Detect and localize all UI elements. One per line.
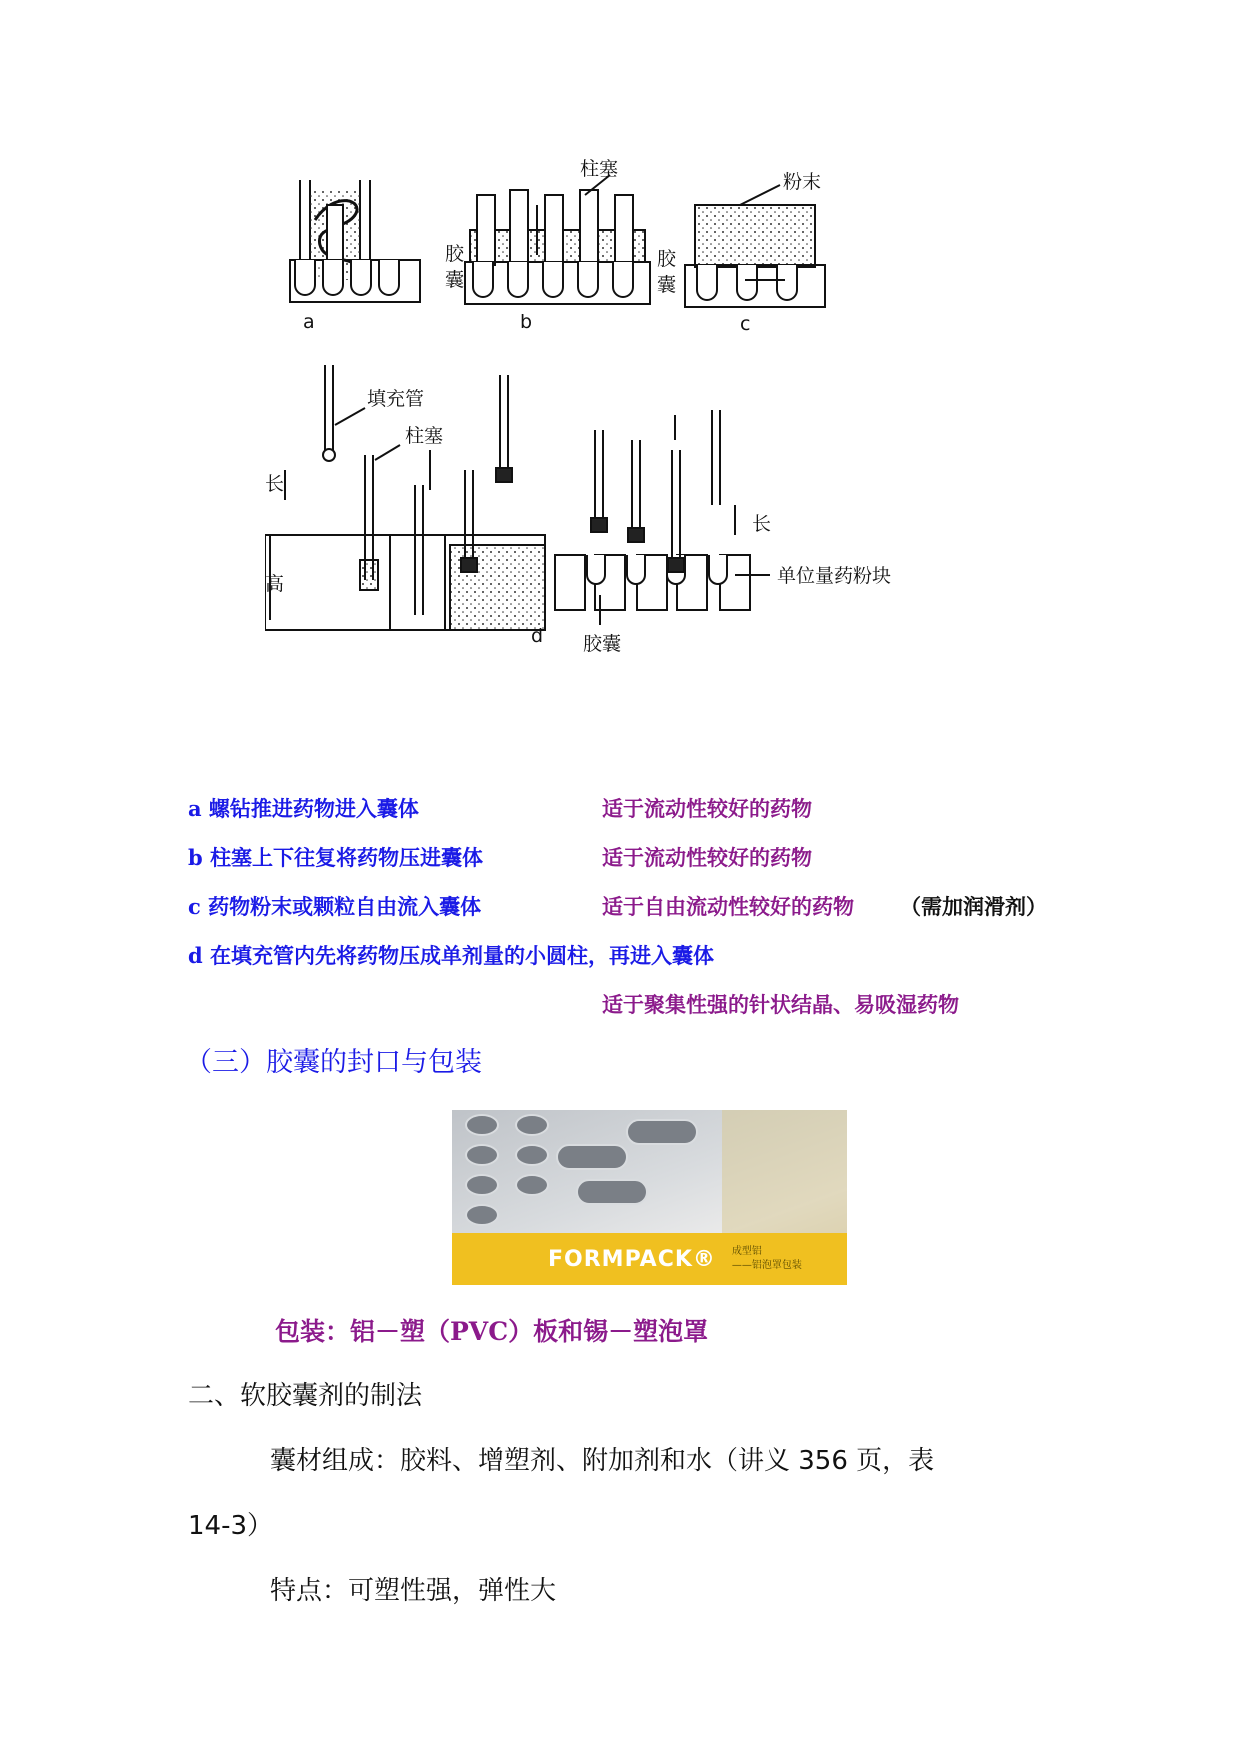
method-d-suit: 适于聚集性强的针状结晶、易吸湿药物: [602, 992, 959, 1017]
formpack-sub2: ——铝泡罩包装: [731, 1260, 802, 1271]
blister-illustration: [452, 1110, 847, 1235]
section-3-heading: （三）胶囊的封口与包装: [185, 1047, 482, 1078]
label-a: a: [303, 311, 315, 333]
label-fill-tube: 填充管: [367, 388, 425, 410]
label-height: 高: [265, 573, 285, 595]
formpack-band: [452, 1233, 847, 1285]
composition-line-1: 囊材组成：胶料、增塑剂、附加剂和水（讲义 356 页，表: [270, 1446, 935, 1476]
diagram-c: [685, 185, 825, 307]
composition-line-2: 14-3）: [188, 1511, 274, 1541]
diagram-a: [290, 180, 420, 302]
label-length-left: 长: [265, 473, 285, 495]
method-d-desc: d 在填充管内先将药物压成单剂量的小圆柱，再进入囊体: [188, 943, 714, 968]
method-a-suit: 适于流动性较好的药物: [602, 796, 812, 821]
formpack-sub1: 成型铝: [731, 1246, 762, 1257]
diagram-d: [265, 365, 770, 630]
label-capsule-mid2: 囊: [657, 274, 677, 296]
method-c-desc: c 药物粉末或颗粒自由流入囊体: [188, 894, 482, 919]
label-capsule-left: 胶: [445, 243, 465, 265]
label-unit-powder-block: 单位量药粉块: [777, 565, 892, 587]
method-b-suit: 适于流动性较好的药物: [602, 845, 812, 870]
method-c-suit: 适于自由流动性较好的药物: [602, 894, 854, 919]
label-d: d: [531, 625, 544, 647]
label-capsule-bottom: 胶囊: [583, 633, 622, 655]
blister-pack-photo: [452, 1110, 847, 1285]
section-2-heading: 二、软胶囊剂的制法: [188, 1381, 423, 1411]
label-plunger-top: 柱塞: [580, 158, 619, 180]
label-powder: 粉末: [783, 171, 822, 193]
formpack-brand: FORMPACK®: [548, 1246, 716, 1272]
filling-methods-figure: [265, 150, 1035, 740]
filling-diagram: [265, 150, 1035, 740]
diagram-b: [465, 175, 650, 304]
label-capsule-left2: 囊: [445, 269, 465, 291]
formpack-sub: [732, 1245, 802, 1273]
label-capsule-mid: 胶: [657, 248, 677, 270]
method-b-desc: b 柱塞上下往复将药物压进囊体: [188, 845, 483, 870]
method-a-desc: a 螺钻推进药物进入囊体: [188, 796, 419, 821]
features-line: 特点：可塑性强，弹性大: [270, 1576, 557, 1606]
method-c-note: （需加润滑剂）: [900, 894, 1047, 919]
label-plunger: 柱塞: [405, 425, 444, 447]
label-b: b: [520, 311, 533, 333]
label-c: c: [740, 313, 751, 335]
packaging-caption: 包装：铝－塑（PVC）板和锡－塑泡罩: [275, 1317, 709, 1346]
label-length-right: 长: [752, 513, 772, 535]
